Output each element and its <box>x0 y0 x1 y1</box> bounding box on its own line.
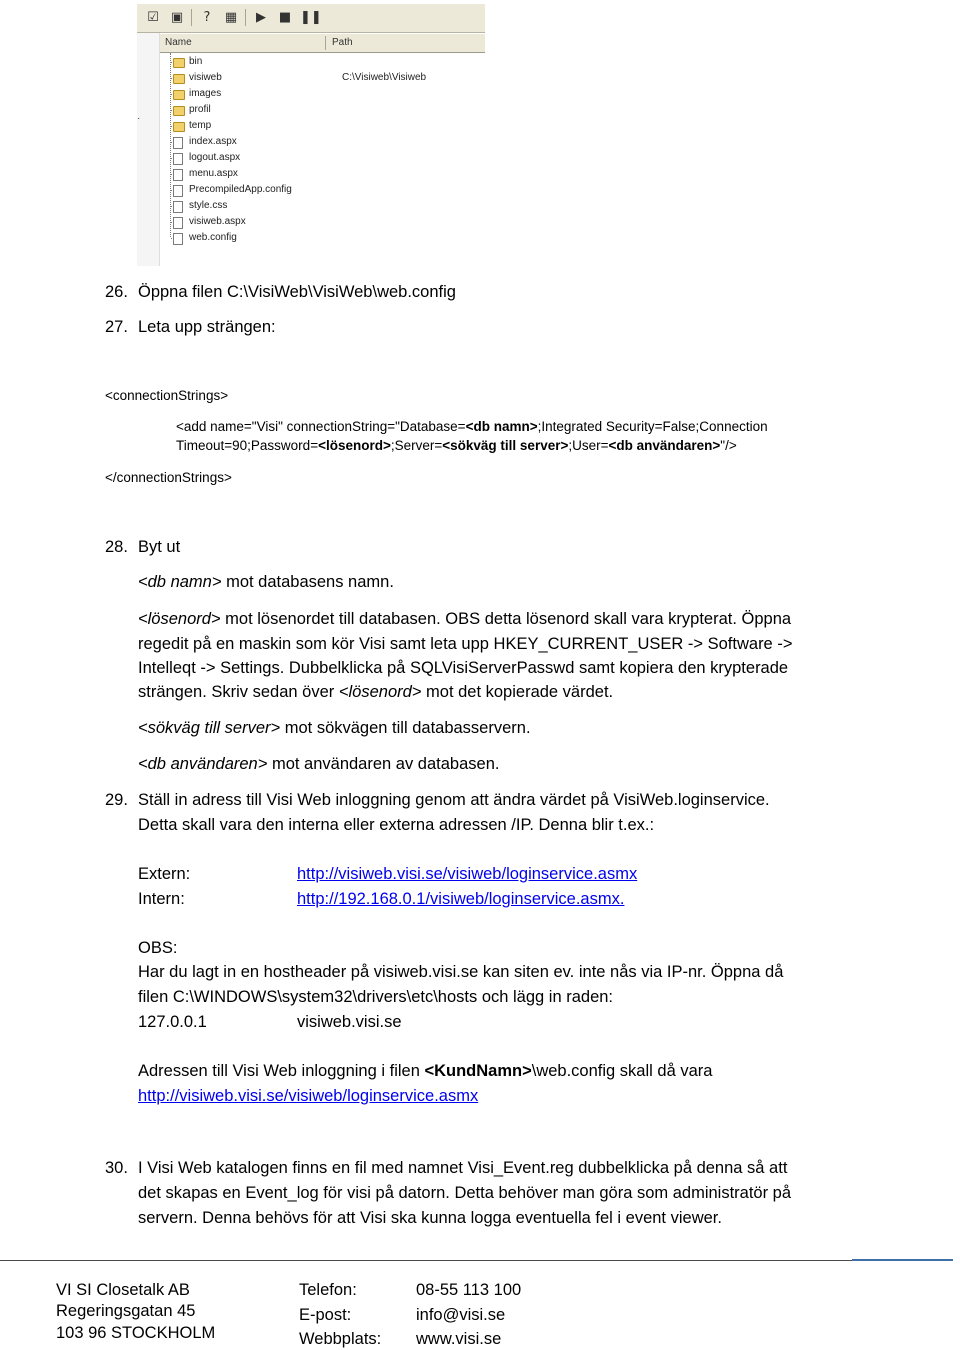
replace-password-line-4 <box>138 682 613 702</box>
column-divider[interactable] <box>325 36 326 50</box>
folder-icon <box>173 74 185 84</box>
file-name: PrecompiledApp.config <box>189 184 292 195</box>
file-icon <box>173 185 183 197</box>
code-placeholder: <sökväg till server> <box>442 438 569 453</box>
placeholder: <lösenord> <box>338 683 422 701</box>
replace-text: mot databasens namn. <box>221 573 394 591</box>
explorer-toolbar <box>137 4 485 33</box>
stop-icon[interactable]: ■ <box>278 10 292 25</box>
code-open-tag: <connectionStrings> <box>105 388 229 403</box>
replace-text: mot det kopierade värdet. <box>421 683 614 701</box>
tree-connector <box>170 53 171 237</box>
step-number: 30. <box>105 1159 128 1177</box>
show-hide-tree-icon[interactable]: ▣ <box>170 10 184 25</box>
folder-icon <box>173 106 185 116</box>
file-name: style.css <box>189 200 228 211</box>
file-name: temp <box>189 120 212 131</box>
extern-label: Extern: <box>138 865 191 883</box>
replace-db-name <box>138 572 394 592</box>
replace-text: mot lösenordet till databasen. OBS detta lösenord skall vara krypterat. Öppna <box>220 610 792 628</box>
footer-phone-label: Telefon: <box>299 1281 357 1299</box>
code-placeholder: <lösenord> <box>318 438 391 453</box>
intern-url-link[interactable]: http://192.168.0.1/visiweb/loginservice.asmx. <box>297 890 625 908</box>
code-text: Timeout=90;Password= <box>176 438 319 453</box>
replace-password-line-2: regedit på en maskin som kör Visi samt leta upp HKEY_CURRENT_USER -> Software -> <box>138 635 793 653</box>
tree-pane-marker: · <box>137 113 141 124</box>
code-text: "/> <box>720 438 737 453</box>
step-number: 28. <box>105 538 128 556</box>
file-icon <box>173 233 183 245</box>
obs-heading: OBS: <box>138 939 178 957</box>
hosts-ip: 127.0.0.1 <box>138 1013 207 1031</box>
footer-web-label: Webbplats: <box>299 1330 382 1348</box>
code-text: ;Integrated Security=False;Connection <box>537 419 768 434</box>
step-29-line-2: Detta skall vara den interna eller externa adressen /IP. Denna blir t.ex.: <box>138 816 655 834</box>
extern-url-link[interactable]: http://visiweb.visi.se/visiweb/loginservice.asmx <box>297 865 638 883</box>
file-name: visiweb.aspx <box>189 216 246 227</box>
file-name: menu.aspx <box>189 168 238 179</box>
footer-email-label: E-post: <box>299 1306 352 1324</box>
placeholder: <db användaren> <box>138 755 268 773</box>
file-name: visiweb <box>189 72 222 83</box>
step-number: 27. <box>105 318 128 336</box>
footer-email[interactable]: info@visi.se <box>416 1306 506 1324</box>
replace-db-user <box>138 754 499 774</box>
step-number: 26. <box>105 283 128 301</box>
code-text: <add name="Visi" connectionString="Database= <box>176 419 466 434</box>
explorer-screenshot <box>137 4 485 266</box>
code-placeholder: <db namn> <box>465 419 538 434</box>
placeholder: <lösenord> <box>138 610 221 628</box>
replace-password <box>138 609 791 629</box>
file-name: web.config <box>189 232 237 243</box>
pause-icon[interactable]: ❚❚ <box>300 10 322 25</box>
footer-divider <box>0 1260 953 1262</box>
toolbar-separator <box>245 9 246 26</box>
file-icon <box>173 217 183 229</box>
file-icon <box>173 169 183 181</box>
toolbar-separator <box>191 9 192 26</box>
list-header <box>160 34 485 53</box>
code-close-tag: </connectionStrings> <box>105 470 232 485</box>
code-text: ;Server= <box>390 438 443 453</box>
footer-web[interactable]: www.visi.se <box>416 1330 502 1348</box>
step-29 <box>105 790 770 810</box>
obs-line-2: filen C:\WINDOWS\system32\drivers\etc\hosts och lägg in raden: <box>138 988 614 1006</box>
replace-text: mot sökvägen till databasservern. <box>280 719 531 737</box>
address-placeholder: <KundNamn> <box>424 1062 532 1080</box>
code-line-2 <box>176 436 737 456</box>
file-icon <box>173 153 183 165</box>
footer-company: VI SI Closetalk AB <box>56 1281 190 1299</box>
placeholder: <db namn> <box>138 573 222 591</box>
file-name: index.aspx <box>189 136 237 147</box>
code-text: ;User= <box>568 438 609 453</box>
file-name: images <box>189 88 222 99</box>
column-path[interactable]: Path <box>332 37 353 48</box>
file-name: profil <box>189 104 211 115</box>
step-28 <box>105 537 181 557</box>
footer-city: 103 96 STOCKHOLM <box>56 1324 216 1342</box>
step-26 <box>105 282 456 302</box>
play-icon[interactable]: ▶ <box>256 10 266 25</box>
address-line <box>138 1061 712 1081</box>
step-number: 29. <box>105 791 128 809</box>
code-placeholder: <db användaren> <box>608 438 721 453</box>
hosts-name: visiweb.visi.se <box>297 1013 402 1031</box>
step-30 <box>105 1158 788 1178</box>
step-text: Ställ in adress till Visi Web inloggning genom att ändra värdet på VisiWeb.loginservice. <box>138 791 770 809</box>
step-27 <box>105 317 276 337</box>
column-name[interactable]: Name <box>165 37 192 48</box>
footer-rule-dark <box>0 1260 852 1261</box>
file-list <box>137 53 485 266</box>
step-text: Byt ut <box>138 538 181 556</box>
step-text: Öppna filen C:\VisiWeb\VisiWeb\web.config <box>138 283 456 301</box>
footer-phone: 08-55 113 100 <box>416 1281 522 1299</box>
obs-line-1: Har du lagt in en hostheader på visiweb.visi.se kan siten ev. inte nås via IP-nr. Öppna då <box>138 963 784 981</box>
file-name: bin <box>189 56 203 67</box>
file-icon <box>173 201 183 213</box>
file-name: logout.aspx <box>189 152 241 163</box>
grid-icon[interactable]: ▦ <box>224 10 238 25</box>
replace-text: mot användaren av databasen. <box>267 755 500 773</box>
address-text: \web.config skall då vara <box>531 1062 713 1080</box>
folder-icon <box>173 90 185 100</box>
replace-server-path <box>138 718 531 738</box>
step-text: I Visi Web katalogen finns en fil med namnet Visi_Event.reg dubbelklicka på denna så att <box>138 1159 788 1177</box>
replace-text: strängen. Skriv sedan över <box>138 683 339 701</box>
properties-icon[interactable]: ☑ <box>147 10 159 25</box>
file-icon <box>173 137 183 149</box>
address-text: Adressen till Visi Web inloggning i filen <box>138 1062 425 1080</box>
footer-rule-accent <box>852 1259 953 1261</box>
footer-street: Regeringsgatan 45 <box>56 1302 196 1320</box>
help-icon[interactable]: ? <box>203 10 211 25</box>
folder-icon <box>173 58 185 68</box>
intern-label: Intern: <box>138 890 185 908</box>
file-path: C:\Visiweb\Visiweb <box>342 72 427 83</box>
step-30-line-2: det skapas en Event_log för visi på datorn. Detta behöver man göra som administratör på <box>138 1184 792 1202</box>
step-text: Leta upp strängen: <box>138 318 276 336</box>
placeholder: <sökväg till server> <box>138 719 281 737</box>
folder-icon <box>173 122 185 132</box>
code-line-1 <box>176 417 768 437</box>
replace-password-line-3: Intelleqt -> Settings. Dubbelklicka på SQLVisiServerPasswd samt kopiera den krypterade <box>138 659 789 677</box>
address-url-link[interactable]: http://visiweb.visi.se/visiweb/loginservice.asmx <box>138 1087 479 1105</box>
step-30-line-3: servern. Denna behövs för att Visi ska kunna logga eventuella fel i event viewer. <box>138 1209 722 1227</box>
